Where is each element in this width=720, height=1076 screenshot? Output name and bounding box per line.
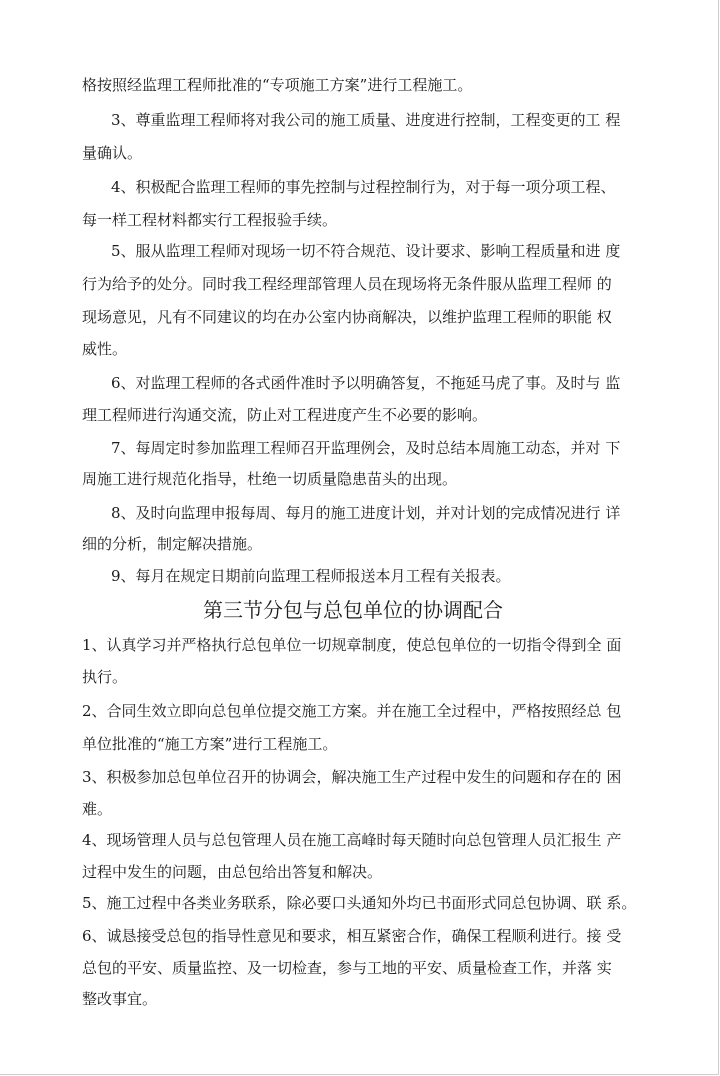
paragraph-line: 格按照经监理工程师批准的“专项施工方案”进行工程施工。 — [82, 76, 473, 94]
paragraph-line: 行为给予的处分。同时我工程经理部管理人员在现场将无条件服从监理工程师 的 — [82, 275, 612, 293]
paragraph-line: 5、施工过程中各类业务联系，除必要口头通知外均已书面形式同总包协调、联 系。 — [82, 894, 637, 912]
paragraph-line: 7、每周定时参加监理工程师召开监理例会，及时总结本周施工动态，并对 下 — [111, 439, 621, 457]
paragraph-line: 5、服从监理工程师对现场一切不符合规范、设计要求、影响工程质量和进 度 — [111, 242, 621, 260]
paragraph-line: 威性。 — [82, 340, 128, 358]
paragraph-line: 6、诚恳接受总包的指导性意见和要求，相互紧密合作，确保工程顺利进行。接 受 — [82, 927, 622, 945]
paragraph-line: 现场意见，凡有不同建议的均在办公室内协商解决，以维护监理工程师的职能 权 — [82, 308, 612, 326]
paragraph-line: 细的分析，制定解决措施。 — [82, 535, 263, 553]
paragraph-line: 3、积极参加总包单位召开的协调会，解决施工生产过程中发生的问题和存在的 困 — [82, 768, 622, 786]
paragraph-line: 周施工进行规范化指导，杜绝一切质量隐患苗头的出现。 — [82, 470, 458, 488]
paragraph-line: 总包的平安、质量监控、及一切检查，参与工地的平安、质量检查工作，并落 实 — [82, 959, 612, 977]
paragraph-line: 量确认。 — [82, 144, 143, 162]
paragraph-line: 4、积极配合监理工程师的事先控制与过程控制行为，对于每一项分项工程、 — [111, 178, 616, 196]
paragraph-line: 整改事宜。 — [82, 990, 158, 1008]
paragraph-line: 每一样工程材料都实行工程报验手续。 — [82, 211, 338, 229]
paragraph-line: 理工程师进行沟通交流，防止对工程进度产生不必要的影响。 — [82, 406, 488, 424]
paragraph-line: 6、对监理工程师的各式函件准时予以明确答复，不拖延马虎了事。及时与 监 — [111, 374, 621, 392]
paragraph-line: 过程中发生的问题，由总包给出答复和解决。 — [82, 863, 383, 881]
section-heading: 第三节分包与总包单位的协调配合 — [203, 598, 503, 622]
paragraph-line: 2、合同生效立即向总包单位提交施工方案。并在施工全过程中，严格按照经总 包 — [82, 702, 622, 720]
paragraph-line: 难。 — [82, 800, 113, 818]
paragraph-line: 单位批准的“施工方案”进行工程施工。 — [82, 735, 338, 753]
paragraph-line: 4、现场管理人员与总包管理人员在施工高峰时每天随时向总包管理人员汇报生 产 — [82, 831, 622, 849]
paragraph-line: 1、认真学习并严格执行总包单位一切规章制度，使总包单位的一切指令得到全 面 — [82, 636, 622, 654]
paragraph-line: 9、每月在规定日期前向监理工程师报送本月工程有关报表。 — [111, 567, 511, 585]
paragraph-line: 3、尊重监理工程师将对我公司的施工质量、进度进行控制，工程变更的工 程 — [111, 111, 621, 129]
paragraph-line: 8、及时向监理申报每周、每月的施工进度计划，并对计划的完成情况进行 详 — [111, 504, 621, 522]
paragraph-line: 执行。 — [82, 668, 128, 686]
